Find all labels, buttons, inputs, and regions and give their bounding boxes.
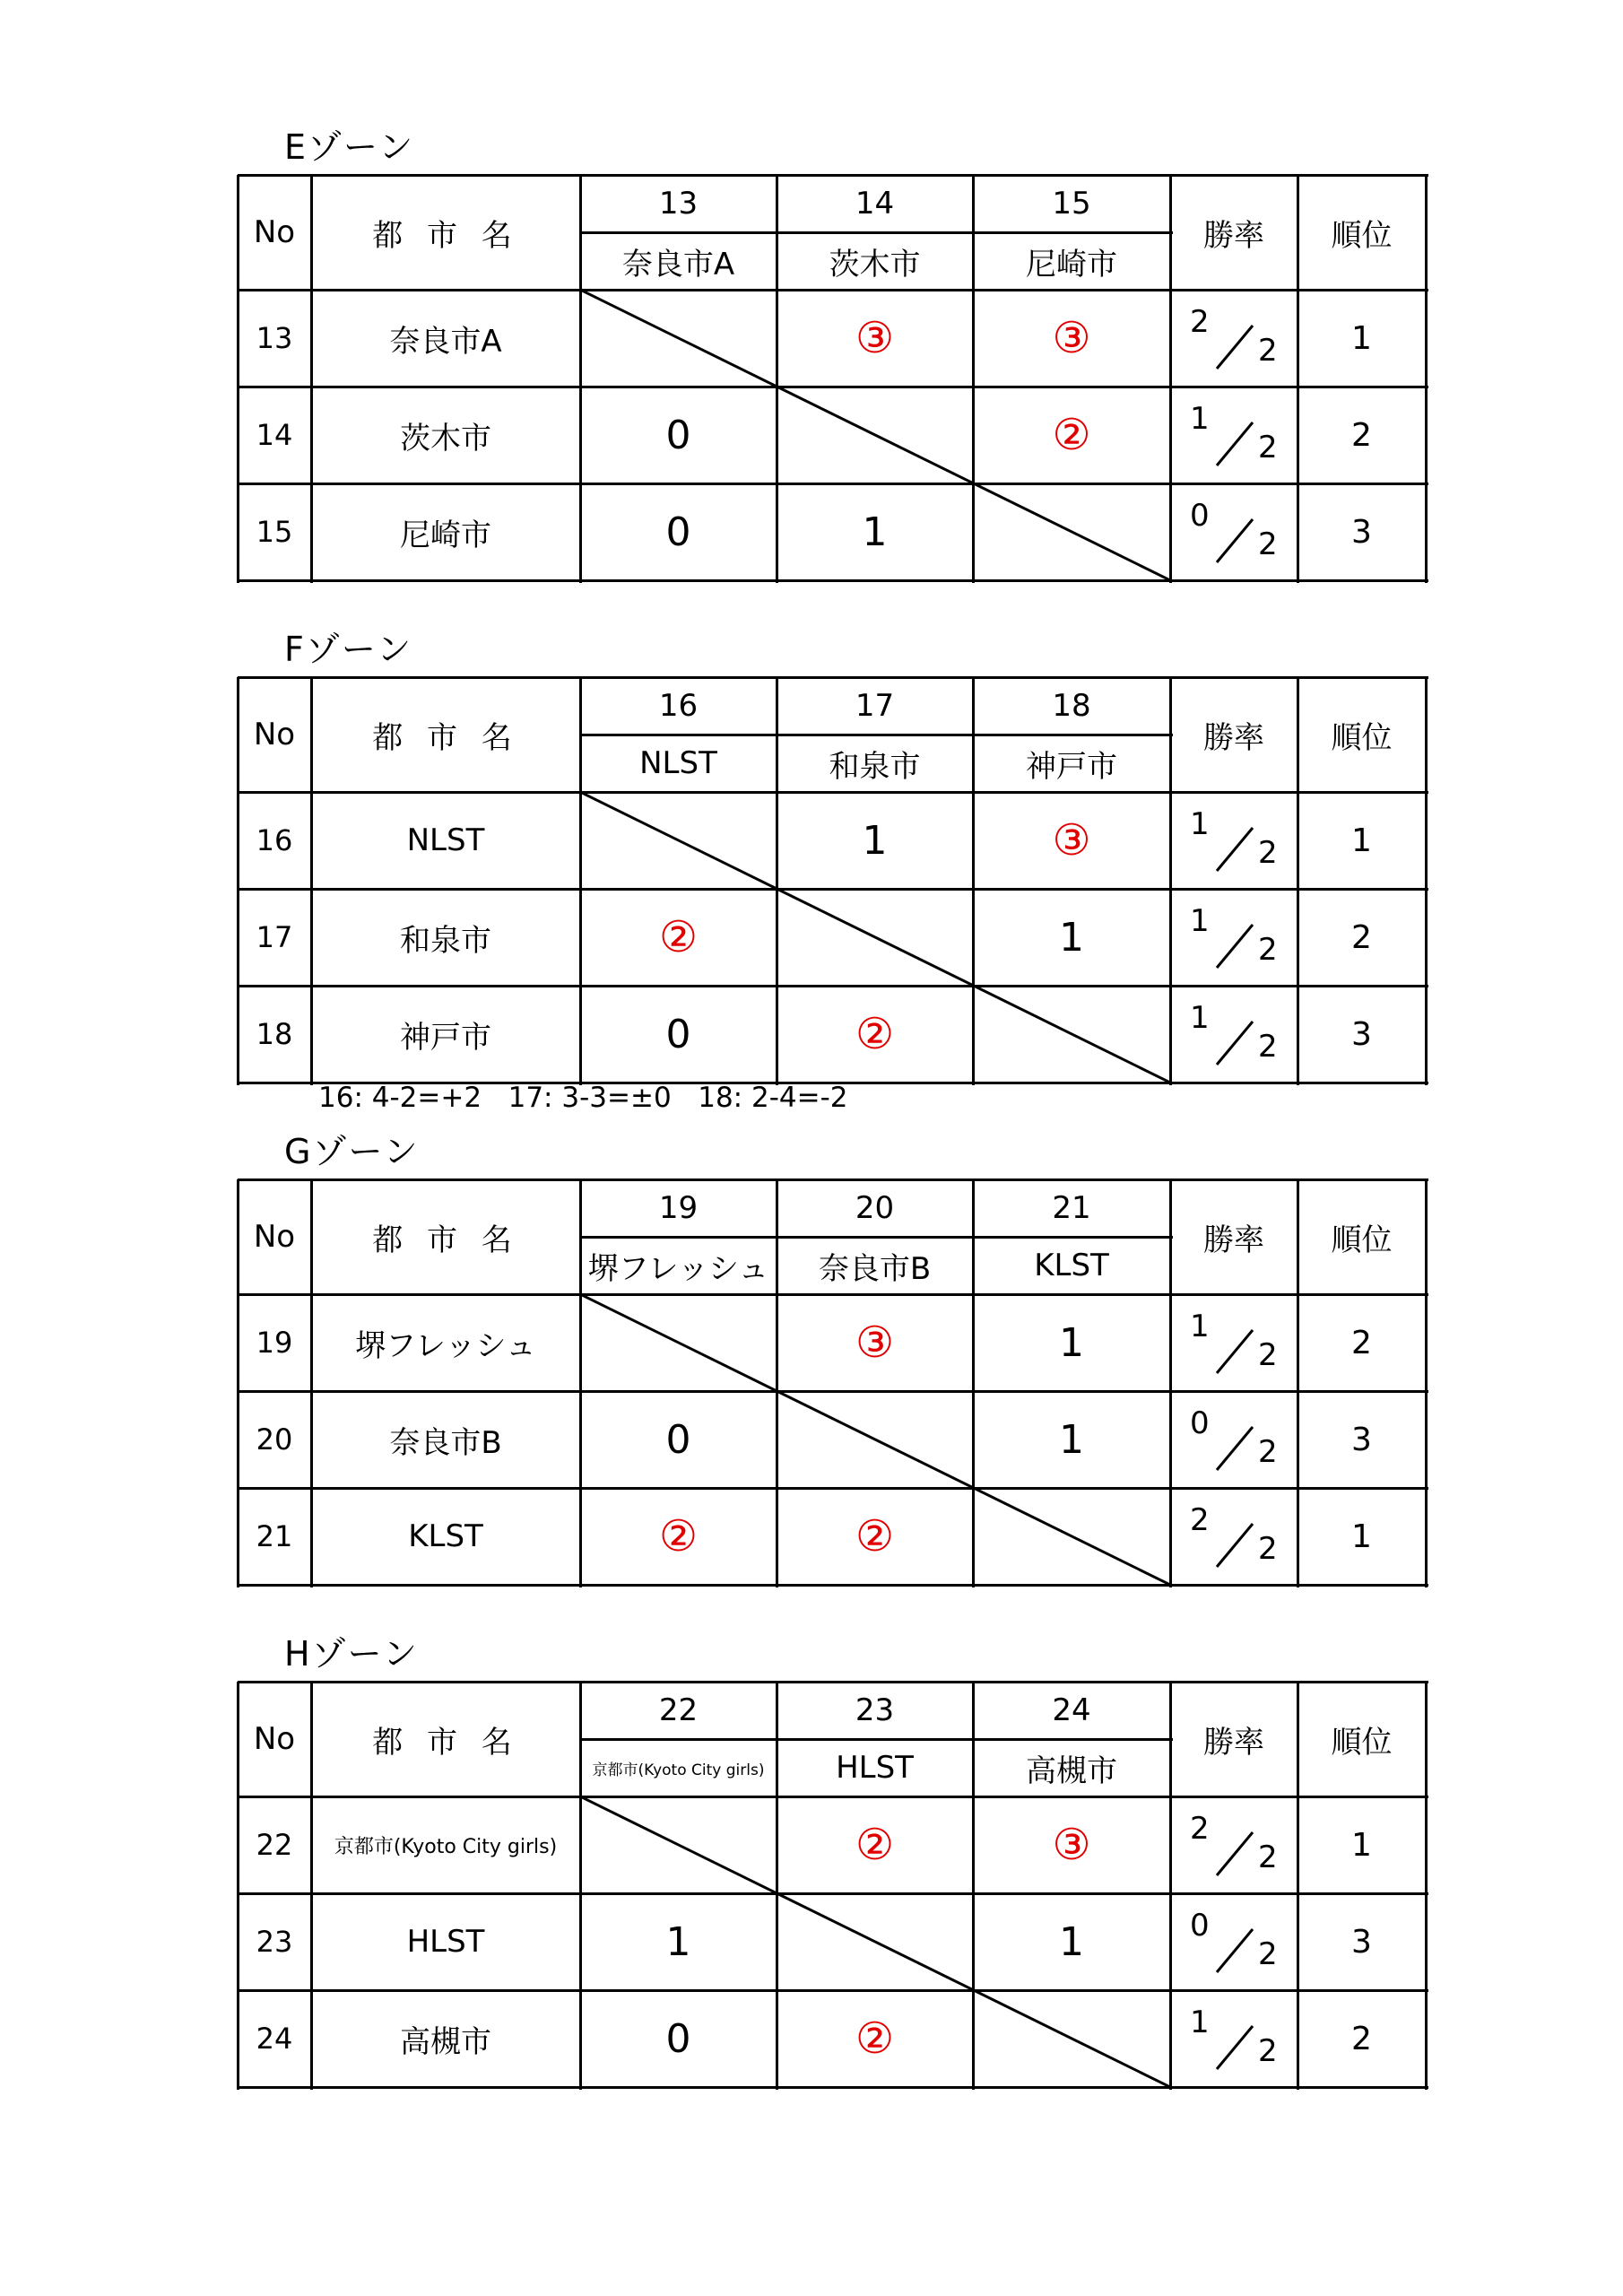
column-team-name: 高槻市 xyxy=(1026,1752,1117,1789)
grid-line xyxy=(237,1682,239,2090)
grid-line xyxy=(776,1682,778,2090)
zone-0 xyxy=(238,127,1426,583)
fraction-slash-line xyxy=(1217,326,1253,369)
rank-value: 1 xyxy=(1351,1518,1372,1555)
fraction-slash-line xyxy=(1217,1427,1253,1470)
grid-line xyxy=(580,1738,1173,1741)
grid-line xyxy=(1425,677,1428,1085)
column-number: 23 xyxy=(855,1692,895,1728)
header-rank: 順位 xyxy=(1331,217,1393,254)
grid-line xyxy=(238,1989,1428,1992)
win-rate xyxy=(1170,1990,1298,2087)
games-total: 2 xyxy=(1258,526,1278,562)
wins-count: 2 xyxy=(1190,304,1210,340)
games-total: 2 xyxy=(1258,1029,1278,1065)
grid-line xyxy=(238,483,1428,485)
row-number: 21 xyxy=(256,1519,293,1553)
zone-title: Fゾーン xyxy=(284,630,413,669)
column-number: 14 xyxy=(855,186,895,222)
header-no: No xyxy=(253,1219,296,1255)
wins-count: 1 xyxy=(1190,903,1210,939)
match-win-score: ② xyxy=(855,1511,895,1561)
rank-value: 2 xyxy=(1351,416,1372,454)
grid-line xyxy=(1297,1179,1299,1587)
wins-count: 2 xyxy=(1190,1811,1210,1847)
column-number: 16 xyxy=(658,688,699,724)
column-team-name: 京都市(Kyoto City girls) xyxy=(592,1761,765,1779)
column-team-name: NLST xyxy=(639,745,717,781)
standings-table xyxy=(238,677,1426,1085)
match-win-score: ② xyxy=(658,912,699,962)
row-team-name: 茨木市 xyxy=(400,420,491,457)
header-city-name: 都 市 名 xyxy=(372,1222,519,1258)
column-number: 19 xyxy=(658,1190,699,1226)
self-match-diagonal-line xyxy=(580,1294,1170,1585)
header-no: No xyxy=(253,214,296,250)
header-win-rate: 勝率 xyxy=(1203,1724,1264,1761)
match-score: 0 xyxy=(665,1011,691,1057)
rank-value: 1 xyxy=(1351,1826,1372,1864)
wins-count: 1 xyxy=(1190,1000,1210,1036)
win-rate xyxy=(1170,986,1298,1083)
match-score: 1 xyxy=(862,817,888,864)
wins-count: 1 xyxy=(1190,1309,1210,1344)
column-number: 21 xyxy=(1052,1190,1091,1226)
self-match-diagonal-line xyxy=(580,1796,1170,2087)
rank-value: 3 xyxy=(1351,1015,1372,1053)
fraction-slash-line xyxy=(1217,925,1253,968)
rank-value: 2 xyxy=(1351,918,1372,956)
grid-line xyxy=(310,1682,313,2090)
rank-value: 3 xyxy=(1351,513,1372,551)
header-city-name: 都 市 名 xyxy=(372,217,519,254)
self-match-diagonal xyxy=(580,792,1170,1083)
match-score: 1 xyxy=(1059,1918,1084,1965)
fraction-slash-line xyxy=(1217,1832,1253,1875)
grid-line xyxy=(1297,677,1299,1085)
grid-line xyxy=(238,579,1428,582)
header-rank: 順位 xyxy=(1331,719,1393,756)
grid-line xyxy=(238,676,1428,679)
fraction-slash-line xyxy=(1217,2026,1253,2069)
header-win-rate: 勝率 xyxy=(1203,719,1264,756)
games-total: 2 xyxy=(1258,1839,1278,1875)
rank-value: 1 xyxy=(1351,822,1372,859)
win-rate xyxy=(1170,1391,1298,1488)
win-rate xyxy=(1170,1488,1298,1585)
row-number: 15 xyxy=(256,515,293,549)
grid-line xyxy=(238,386,1428,388)
standings-table xyxy=(238,1179,1426,1587)
header-win-rate: 勝率 xyxy=(1203,217,1264,254)
games-total: 2 xyxy=(1258,1434,1278,1470)
grid-line xyxy=(972,677,975,1085)
grid-line xyxy=(1169,1682,1172,2090)
win-rate xyxy=(1170,290,1298,387)
header-win-rate: 勝率 xyxy=(1203,1222,1264,1258)
standings-table xyxy=(238,175,1426,583)
grid-line xyxy=(1169,677,1172,1085)
row-team-name: 奈良市A xyxy=(389,323,502,360)
rank-value: 2 xyxy=(1351,1324,1372,1361)
grid-line xyxy=(579,175,582,583)
row-number: 13 xyxy=(256,321,293,355)
row-team-name: 尼崎市 xyxy=(400,517,491,553)
row-team-name: NLST xyxy=(406,822,485,858)
fraction-slash-line xyxy=(1217,1022,1253,1065)
fraction-slash-line xyxy=(1217,519,1253,562)
win-rate xyxy=(1170,387,1298,483)
column-number: 24 xyxy=(1052,1692,1091,1728)
match-score: 0 xyxy=(665,1416,691,1463)
row-number: 17 xyxy=(256,920,293,954)
column-number: 22 xyxy=(658,1692,699,1728)
column-team-name: 堺フレッシュ xyxy=(587,1250,769,1287)
win-rate xyxy=(1170,889,1298,986)
grid-line xyxy=(579,1179,582,1587)
grid-line xyxy=(1297,175,1299,583)
zone-title: Eゾーン xyxy=(284,127,415,167)
games-total: 2 xyxy=(1258,835,1278,871)
rank-value: 1 xyxy=(1351,319,1372,357)
zone-3 xyxy=(238,1634,1426,2090)
row-number: 14 xyxy=(256,418,293,452)
self-match-diagonal xyxy=(580,290,1170,580)
wins-count: 0 xyxy=(1190,1405,1210,1441)
match-score: 0 xyxy=(665,509,691,555)
match-win-score: ③ xyxy=(1052,1820,1091,1870)
games-total: 2 xyxy=(1258,2033,1278,2069)
grid-line xyxy=(972,1682,975,2090)
grid-line xyxy=(238,1584,1428,1587)
grid-line xyxy=(238,985,1428,987)
self-match-diagonal xyxy=(580,1796,1170,2087)
grid-line xyxy=(310,175,313,583)
self-match-diagonal xyxy=(580,1294,1170,1585)
win-rate xyxy=(1170,1796,1298,1893)
header-rank: 順位 xyxy=(1331,1724,1393,1761)
wins-count: 2 xyxy=(1190,1502,1210,1538)
row-number: 23 xyxy=(256,1925,293,1959)
zone-2 xyxy=(238,1132,1426,1587)
rank-value: 3 xyxy=(1351,1923,1372,1961)
column-number: 17 xyxy=(855,688,895,724)
grid-line xyxy=(579,677,582,1085)
header-no: No xyxy=(253,717,296,752)
grid-line xyxy=(238,2086,1428,2089)
win-rate xyxy=(1170,1893,1298,1990)
grid-line xyxy=(238,888,1428,891)
column-team-name: 奈良市B xyxy=(818,1250,932,1287)
grid-line xyxy=(1169,175,1172,583)
fraction-slash-line xyxy=(1217,422,1253,465)
match-win-score: ③ xyxy=(855,1318,895,1368)
win-rate xyxy=(1170,792,1298,889)
column-number: 20 xyxy=(855,1190,895,1226)
row-team-name: KLST xyxy=(408,1518,483,1554)
rank-value: 2 xyxy=(1351,2020,1372,2057)
match-score: 1 xyxy=(862,509,888,555)
row-team-name: 和泉市 xyxy=(400,922,491,959)
grid-line xyxy=(237,1179,239,1587)
grid-line xyxy=(972,175,975,583)
grid-line xyxy=(310,1179,313,1587)
column-team-name: KLST xyxy=(1034,1248,1109,1283)
wins-count: 1 xyxy=(1190,401,1210,437)
wins-count: 0 xyxy=(1190,1908,1210,1944)
fraction-slash-line xyxy=(1217,1524,1253,1567)
row-team-name: 京都市(Kyoto City girls) xyxy=(334,1835,558,1858)
self-match-diagonal-line xyxy=(580,290,1170,580)
grid-line xyxy=(580,231,1173,234)
grid-line xyxy=(238,1293,1428,1296)
rank-value: 3 xyxy=(1351,1421,1372,1458)
row-number: 22 xyxy=(256,1828,293,1862)
wins-count: 1 xyxy=(1190,806,1210,842)
match-score: 1 xyxy=(665,1918,691,1965)
grid-line xyxy=(237,175,239,583)
match-score: 1 xyxy=(1059,1416,1084,1463)
games-total: 2 xyxy=(1258,932,1278,968)
column-number: 18 xyxy=(1052,688,1091,724)
grid-line xyxy=(238,289,1428,291)
fraction-slash-line xyxy=(1217,828,1253,871)
match-score: 0 xyxy=(665,412,691,458)
row-team-name: 堺フレッシュ xyxy=(355,1327,536,1364)
column-team-name: 尼崎市 xyxy=(1026,246,1117,283)
match-win-score: ② xyxy=(855,2013,895,2064)
grid-line xyxy=(776,677,778,1085)
grid-line xyxy=(1425,175,1428,583)
grid-line xyxy=(238,1681,1428,1683)
header-city-name: 都 市 名 xyxy=(372,719,519,756)
zone-f-goal-difference-note: 16: 4-2=+2 17: 3-3=±0 18: 2-4=-2 xyxy=(318,1082,848,1114)
match-win-score: ③ xyxy=(1052,313,1091,363)
header-city-name: 都 市 名 xyxy=(372,1724,519,1761)
fraction-slash-line xyxy=(1217,1330,1253,1373)
row-number: 20 xyxy=(256,1422,293,1457)
row-number: 18 xyxy=(256,1017,293,1051)
games-total: 2 xyxy=(1258,1337,1278,1373)
zone-1 xyxy=(238,630,1426,1085)
match-win-score: ② xyxy=(855,1009,895,1059)
grid-line xyxy=(579,1682,582,2090)
column-number: 13 xyxy=(658,186,699,222)
grid-line xyxy=(580,1236,1173,1239)
row-number: 19 xyxy=(256,1326,293,1360)
match-score: 1 xyxy=(1059,914,1084,961)
grid-line xyxy=(237,677,239,1085)
row-team-name: 奈良市B xyxy=(389,1424,502,1461)
column-team-name: 和泉市 xyxy=(829,748,921,785)
grid-line xyxy=(972,1179,975,1587)
grid-line xyxy=(580,734,1173,736)
match-win-score: ③ xyxy=(1052,815,1091,865)
grid-line xyxy=(238,174,1428,177)
grid-line xyxy=(238,1487,1428,1490)
wins-count: 0 xyxy=(1190,498,1210,534)
match-win-score: ② xyxy=(658,1511,699,1561)
grid-line xyxy=(238,1178,1428,1181)
header-no: No xyxy=(253,1721,296,1757)
row-team-name: 神戸市 xyxy=(400,1019,491,1056)
zone-title: Hゾーン xyxy=(284,1634,419,1674)
zone-title: Gゾーン xyxy=(284,1132,420,1171)
grid-line xyxy=(310,677,313,1085)
column-team-name: 奈良市A xyxy=(621,246,735,283)
grid-line xyxy=(238,791,1428,794)
column-team-name: HLST xyxy=(836,1750,914,1786)
row-number: 24 xyxy=(256,2022,293,2056)
win-rate xyxy=(1170,483,1298,580)
match-score: 0 xyxy=(665,2015,691,2062)
win-rate xyxy=(1170,1294,1298,1391)
row-team-name: HLST xyxy=(406,1924,485,1960)
grid-line xyxy=(1169,1179,1172,1587)
grid-line xyxy=(238,1892,1428,1895)
match-win-score: ③ xyxy=(855,313,895,363)
games-total: 2 xyxy=(1258,333,1278,369)
grid-line xyxy=(776,1179,778,1587)
match-win-score: ② xyxy=(1052,410,1091,460)
fraction-slash-line xyxy=(1217,1929,1253,1972)
games-total: 2 xyxy=(1258,1531,1278,1567)
column-team-name: 神戸市 xyxy=(1026,748,1117,785)
match-win-score: ② xyxy=(855,1820,895,1870)
wins-count: 1 xyxy=(1190,2005,1210,2040)
grid-line xyxy=(1297,1682,1299,2090)
row-team-name: 高槻市 xyxy=(400,2023,491,2060)
grid-line xyxy=(1425,1682,1428,2090)
match-score: 1 xyxy=(1059,1319,1084,1366)
self-match-diagonal-line xyxy=(580,792,1170,1083)
standings-table xyxy=(238,1682,1426,2090)
grid-line xyxy=(238,1390,1428,1393)
grid-line xyxy=(1425,1179,1428,1587)
games-total: 2 xyxy=(1258,1936,1278,1972)
header-rank: 順位 xyxy=(1331,1222,1393,1258)
column-team-name: 茨木市 xyxy=(829,246,921,283)
column-number: 15 xyxy=(1052,186,1091,222)
row-number: 16 xyxy=(256,823,293,857)
games-total: 2 xyxy=(1258,430,1278,465)
grid-line xyxy=(238,1796,1428,1798)
grid-line xyxy=(776,175,778,583)
